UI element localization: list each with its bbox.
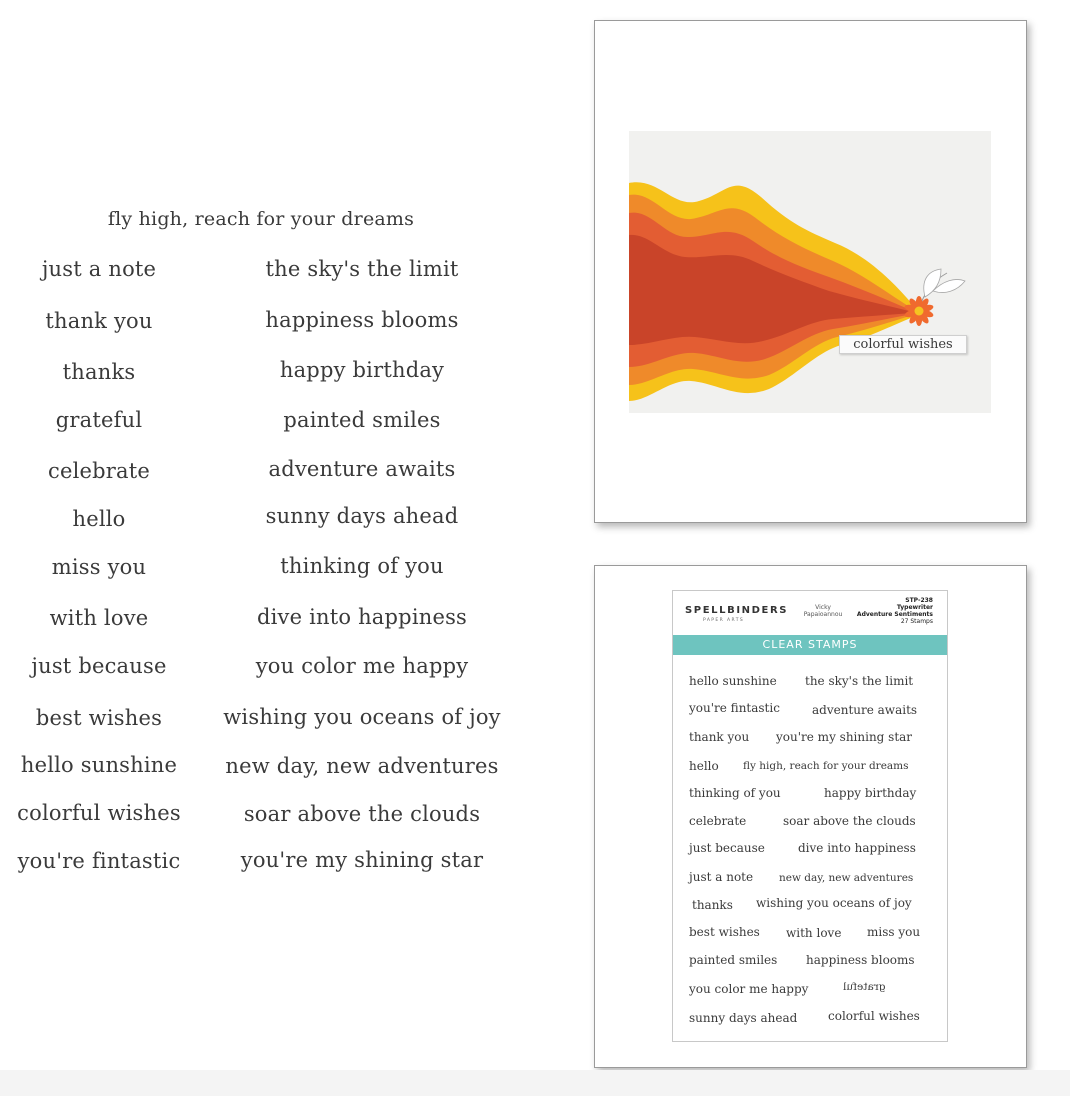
- package-stamp: fly high, reach for your dreams: [743, 760, 909, 772]
- package-stamp: happiness blooms: [806, 953, 915, 967]
- sentiment-left: with love: [49, 606, 149, 630]
- package-stamp: with love: [786, 926, 842, 940]
- package-stamp: dive into happiness: [798, 841, 916, 855]
- stamp-package: [672, 590, 948, 1042]
- sentiment-left: hello sunshine: [20, 753, 178, 777]
- package-stamp: hello: [689, 759, 719, 773]
- sentiment-left: you're fintastic: [17, 849, 181, 873]
- package-stamp: thanks: [692, 898, 733, 912]
- package-stamp: colorful wishes: [828, 1009, 920, 1023]
- package-stamp: you're my shining star: [776, 730, 913, 744]
- package-stamp: new day, new adventures: [779, 872, 914, 884]
- sentiment-right: adventure awaits: [268, 457, 456, 481]
- package-stamp: celebrate: [689, 814, 747, 828]
- sentiment-right: happiness blooms: [265, 308, 459, 332]
- package-stamp: thank you: [689, 730, 750, 744]
- package-stamp: painted smiles: [689, 953, 778, 967]
- package-stamp: you color me happy: [689, 982, 809, 996]
- greeting-card: [629, 131, 991, 413]
- sentiment-right: wishing you oceans of joy: [223, 705, 501, 729]
- brand-subtitle: PAPER ARTS: [703, 618, 745, 623]
- sentiment-right: dive into happiness: [256, 605, 468, 629]
- sentiment-left: hello: [72, 507, 126, 531]
- sentiment-right: new day, new adventures: [225, 754, 499, 778]
- sentiment-left: best wishes: [35, 706, 163, 730]
- sentiment-left: grateful: [55, 408, 143, 432]
- sentiment-left: celebrate: [47, 459, 151, 483]
- sentiment-right: the sky's the limit: [265, 257, 459, 281]
- product-sku: STP-238: [905, 597, 933, 604]
- package-stamp: wishing you oceans of joy: [756, 896, 912, 910]
- sentiment-top: fly high, reach for your dreams: [107, 208, 415, 230]
- package-stamp: miss you: [867, 925, 921, 939]
- package-stamp: happy birthday: [824, 786, 917, 800]
- package-stamp-mirrored: grateful: [843, 981, 886, 993]
- package-stamp: thinking of you: [689, 786, 781, 800]
- sentiment-right: painted smiles: [283, 408, 441, 432]
- product-info: [857, 597, 933, 625]
- sentiment-right: you color me happy: [255, 654, 469, 678]
- sentiment-left: just because: [31, 654, 167, 678]
- package-stamp: you're fintastic: [689, 701, 780, 715]
- product-name-line2: Adventure Sentiments: [856, 611, 933, 618]
- sentiment-right: soar above the clouds: [243, 802, 481, 826]
- package-stamp: adventure awaits: [812, 703, 918, 717]
- sentiment-left: miss you: [51, 555, 147, 579]
- package-stamp: best wishes: [689, 925, 760, 939]
- sentiment-left: just a note: [41, 257, 157, 281]
- package-stamp: soar above the clouds: [783, 814, 916, 828]
- clear-stamps-banner: CLEAR STAMPS: [673, 635, 947, 655]
- package-stamp: hello sunshine: [689, 674, 777, 688]
- card-sentiment-label: colorful wishes: [839, 335, 967, 354]
- sentiment-right: happy birthday: [279, 358, 445, 382]
- package-stamp: sunny days ahead: [689, 1011, 798, 1025]
- sentiment-left: colorful wishes: [17, 801, 181, 825]
- page-footer-strip: [0, 1070, 1070, 1096]
- leaf-icon: [924, 269, 941, 297]
- stamp-count: 27 Stamps: [900, 618, 933, 625]
- product-name-line1: Typewriter: [896, 604, 933, 611]
- package-stamp: just because: [689, 841, 765, 855]
- sentiment-left: thanks: [62, 360, 136, 384]
- designer-name: Vicky Papaioannou: [803, 604, 843, 618]
- card-photo-frame: [594, 20, 1027, 523]
- sentiment-right: thinking of you: [280, 554, 444, 578]
- sentiment-left: thank you: [45, 309, 153, 333]
- package-photo-frame: [594, 565, 1027, 1068]
- package-stamp: just a note: [689, 870, 754, 884]
- sentiment-right: you're my shining star: [240, 848, 484, 872]
- wave-artwork: [629, 131, 991, 413]
- sentiment-right: sunny days ahead: [265, 504, 459, 528]
- package-stamp: the sky's the limit: [805, 674, 914, 688]
- brand-logo: SPELLBINDERS: [685, 605, 789, 616]
